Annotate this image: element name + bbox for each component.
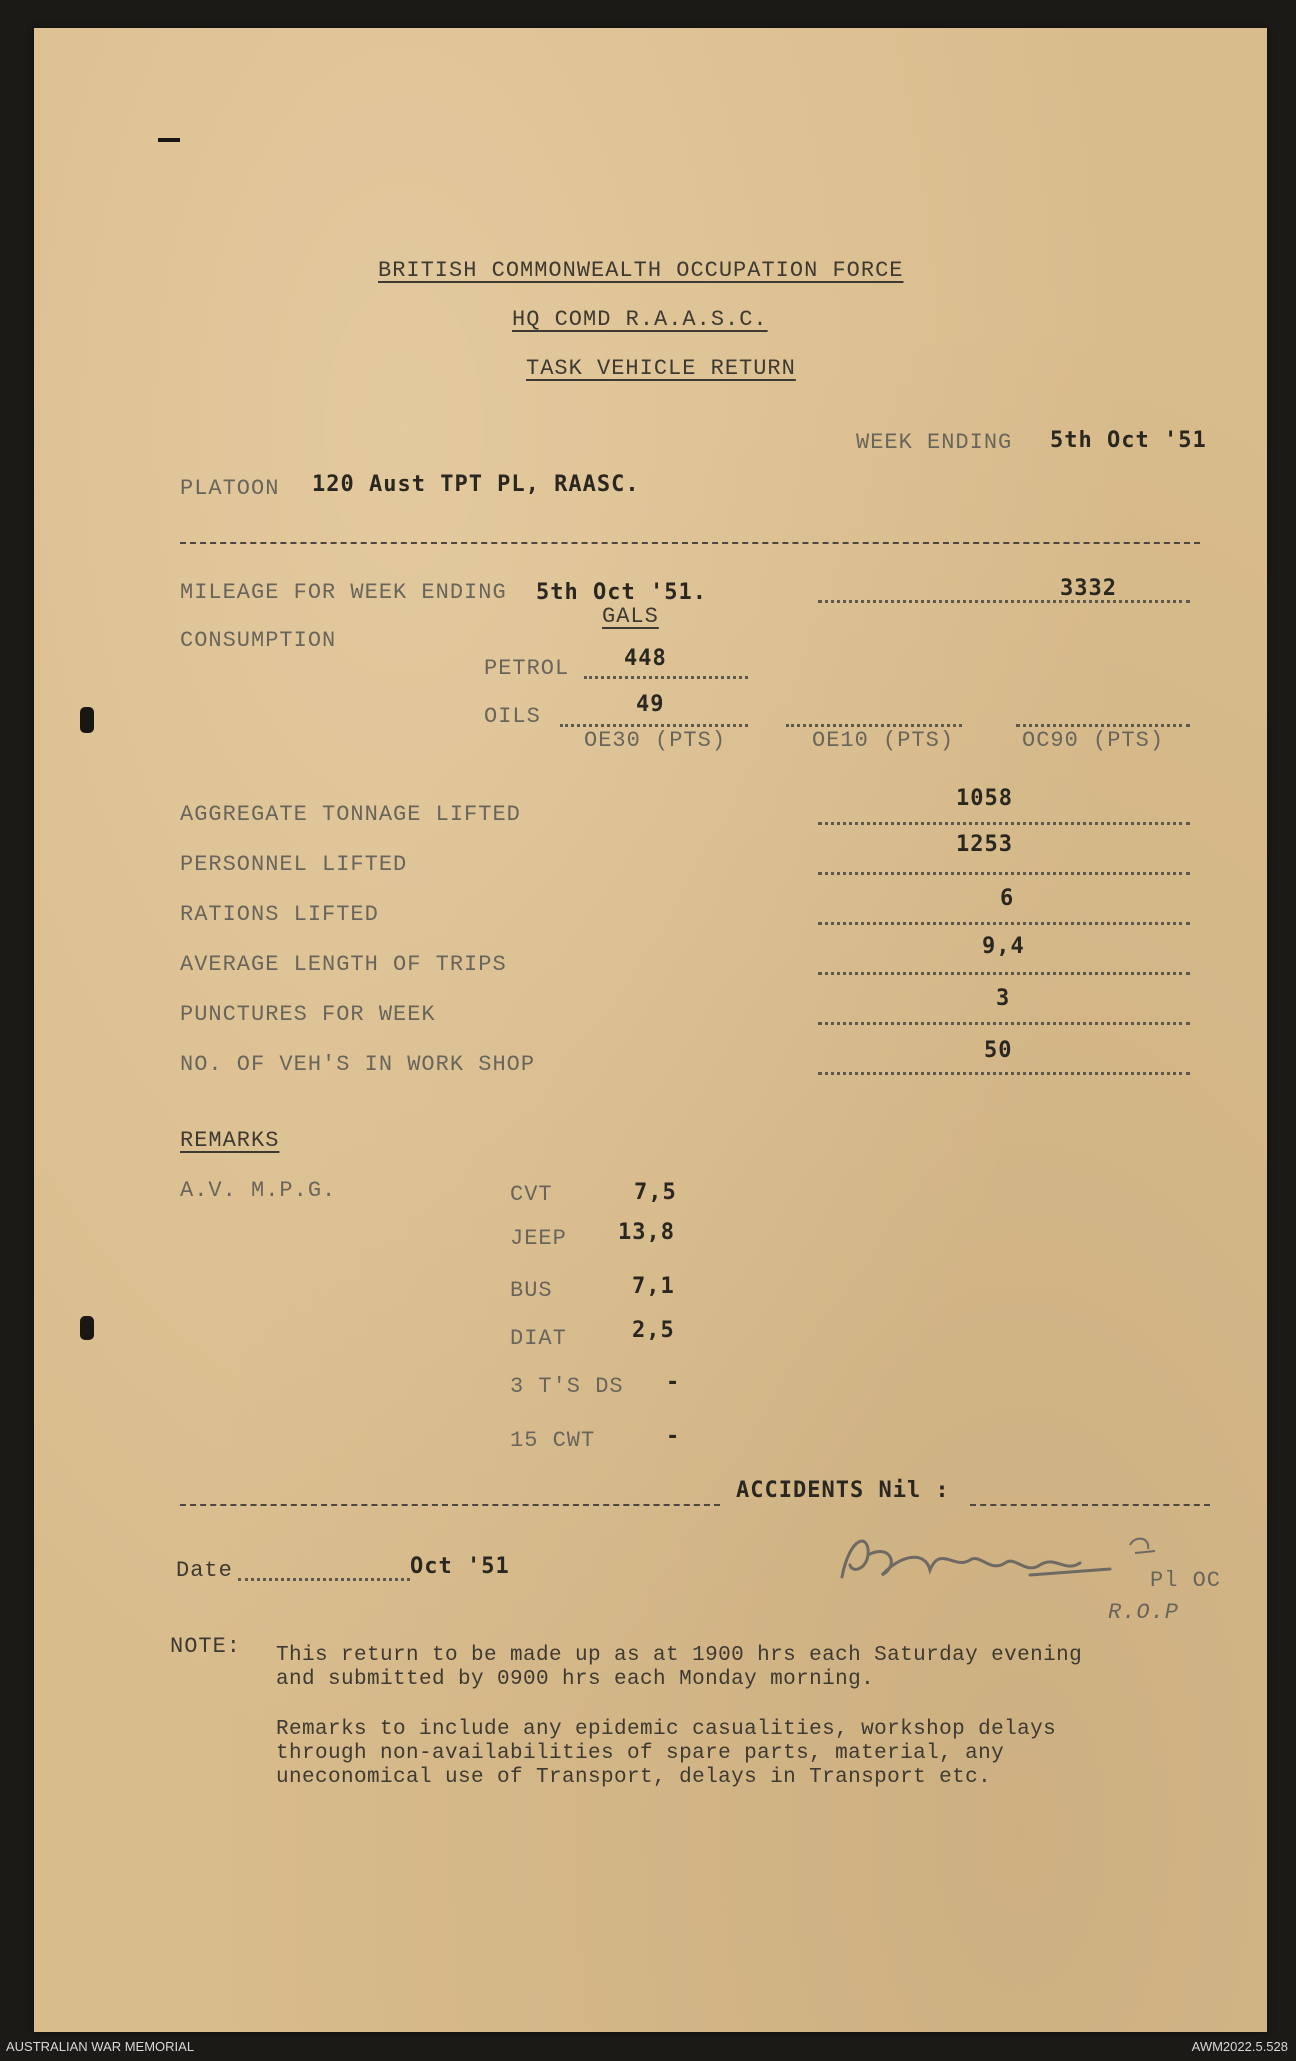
vehicle-type: 3 T'S DS [510,1374,624,1399]
note-text: uneconomical use of Transport, delays in Transport etc. [276,1766,992,1789]
vehicle-type: CVT [510,1182,553,1207]
consumption-label: CONSUMPTION [180,628,337,653]
punch-hole [80,1316,94,1340]
remarks-label: A.V. M.P.G. [180,1178,337,1203]
mpg-value: 7,1 [632,1274,675,1299]
date-label: Date [176,1558,233,1583]
stat-value: 6 [1000,886,1015,911]
header-subtitle: HQ COMD R.A.A.S.C. [512,307,768,332]
stat-label: AVERAGE LENGTH OF TRIPS [180,952,507,977]
mpg-value: 13,8 [618,1220,675,1245]
dotted-leader [584,676,748,679]
mileage-date: 5th Oct '51. [536,580,707,605]
stat-label: PUNCTURES FOR WEEK [180,1002,436,1027]
platoon-label: PLATOON [180,476,280,501]
stat-value: 3 [996,986,1011,1011]
header-title: BRITISH COMMONWEALTH OCCUPATION FORCE [378,258,904,283]
stat-value: 50 [984,1038,1013,1063]
divider [180,542,1200,544]
petrol-label: PETROL [484,656,570,681]
note-label: NOTE: [170,1634,242,1659]
stat-label: AGGREGATE TONNAGE LIFTED [180,802,521,827]
stat-value: 1253 [956,832,1013,857]
dotted-leader [238,1578,410,1581]
stat-label: NO. OF VEH'S IN WORK SHOP [180,1052,536,1077]
dotted-leader [818,1022,1190,1025]
footer-accession-number: AWM2022.5.528 [1191,2039,1288,2054]
mpg-value: 7,5 [634,1180,677,1205]
vehicle-type: JEEP [510,1226,567,1251]
mpg-value: - [666,1370,681,1395]
vehicle-type: BUS [510,1278,553,1303]
punch-hole [80,707,94,733]
note-text: Remarks to include any epidemic casualities, workshop delays [276,1718,1057,1741]
stat-label: PERSONNEL LIFTED [180,852,408,877]
mpg-value: - [666,1424,681,1449]
mileage-value: 3332 [1060,576,1117,601]
petrol-value: 448 [624,646,667,671]
dotted-leader [818,600,1190,603]
mpg-value: 2,5 [632,1318,675,1343]
oil-grade-oe30: OE30 (PTS) [584,728,727,753]
accident-note: ACCIDENTS Nil : [736,1478,950,1503]
date-value: Oct '51 [410,1554,510,1579]
note-text: This return to be made up as at 1900 hrs each Saturday evening [276,1644,1083,1667]
form-title: TASK VEHICLE RETURN [526,356,796,381]
week-ending-label: WEEK ENDING [856,430,1013,455]
signature-initials: R.O.P [1108,1600,1180,1625]
remarks-title: REMARKS [180,1128,280,1153]
divider [180,1504,720,1506]
dotted-leader [818,872,1190,875]
consumption-unit: GALS [602,604,659,629]
dotted-leader [818,822,1190,825]
dotted-leader [818,1072,1190,1075]
stat-value: 9,4 [982,934,1025,959]
oils-label: OILS [484,704,541,729]
mileage-label: MILEAGE FOR WEEK ENDING [180,580,507,605]
vehicle-type: DIAT [510,1326,567,1351]
week-ending-value: 5th Oct '51 [1050,428,1207,453]
oil-grade-oe10: OE10 (PTS) [812,728,955,753]
oils-value: 49 [636,692,665,717]
dotted-leader [818,972,1190,975]
stat-label: RATIONS LIFTED [180,902,379,927]
dotted-leader [786,724,962,727]
note-text: through non-availabilities of spare parts, material, any [276,1742,1005,1765]
divider [970,1504,1210,1506]
platoon-value: 120 Aust TPT PL, RAASC. [312,472,640,497]
dotted-leader [818,922,1190,925]
note-text: and submitted by 0900 hrs each Monday morning. [276,1668,875,1691]
footer-credit: AUSTRALIAN WAR MEMORIAL [6,2039,195,2054]
ink-mark [158,138,180,142]
stat-value: 1058 [956,786,1013,811]
vehicle-type: 15 CWT [510,1428,596,1453]
dotted-leader [1016,724,1190,727]
oil-grade-oc90: OC90 (PTS) [1022,728,1165,753]
dotted-leader [560,724,748,727]
signature-title: Pl OC [1150,1568,1222,1593]
